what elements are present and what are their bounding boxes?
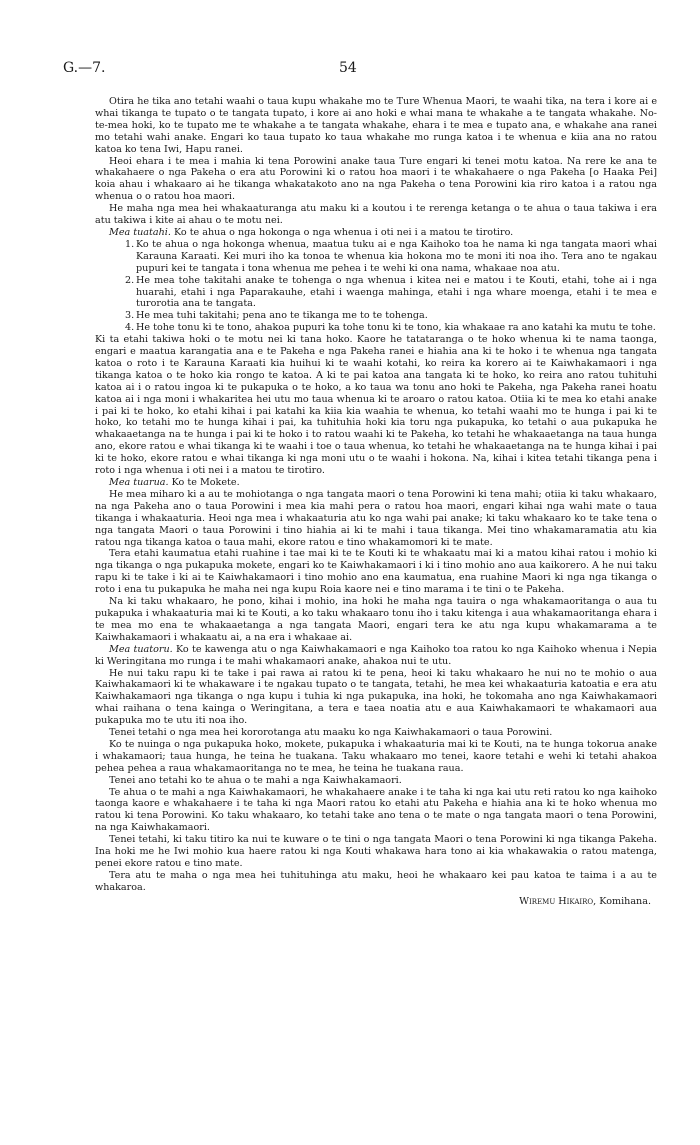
list-text: He mea tohe takitahi anake te tohenga o nga whenua i kitea nei e matou i te Kouti, etahi, tohe ai i nga huarahi, etahi i nga Paparakauhe, etahi i waenga mahinga, etahi i nga whare moenga, etahi i te mea e turorotia ana te tangata. xyxy=(136,274,657,310)
list-text: He mea tuhi takitahi; pena ano te tikanga me to te tohenga. xyxy=(136,310,428,322)
signatory-role: Komihana. xyxy=(599,895,651,907)
section-intro: Ko te ahua o nga hokonga o nga whenua i oti nei i a matou te tirotiro. xyxy=(173,226,514,238)
paragraph: Heoi ehara i te mea i mahia ki tena Porowini anake taua Ture engari ki tenei motu katoa. Na rere ke ana te whakahaere o nga Pakeha o era atu Porowini ki o ratou hoa maori i te whakahaere o nga Pakeha [o Haaka Pei] koia ahau i whakaaro ai he tikanga whakatakoto ano na nga Pakeha o tena Porowini kia riro katoa i a ratou nga whenua o o ratou hoa maori. xyxy=(95,155,657,203)
section-intro: Ko te Mokete. xyxy=(171,477,240,488)
list-item xyxy=(125,322,657,334)
section-heading xyxy=(95,227,657,239)
paragraph: Ko te nuinga o nga pukapuka hoko, mokete, pukapuka i whakaaturia mai ki te Kouti, na te hunga tokorua anake i whakamaori; taua hunga, he teina he tuakana. Taku whakaaro mo tenei, kaore tetahi e wehi ki tetahi ahakoa pehea pehea a raua whakamaoritanga no te mea, he teina he tuakana raua. xyxy=(95,738,657,774)
signatory-name: Wiremu Hikairo, xyxy=(519,895,597,907)
paragraph: He maha nga mea hei whakaaturanga atu maku ki a koutou i te rerenga ketanga o te ahua o taua takiwa i era atu takiwa i kite ai ahau o te motu nei. xyxy=(95,203,657,227)
document-body xyxy=(95,96,657,908)
paragraph: Tenei ano tetahi ko te ahua o te mahi a nga Kaiwhakamaori. xyxy=(109,774,402,786)
report-reference: G.—7. xyxy=(63,60,106,76)
section-intro: Ko te kawenga atu o nga Kaiwhakamaori e nga Kaihoko toa ratou ko nga Kaihoko whenua i Nepia ki Weringitana mo runga i te mahi whakamaori anake, ahakoa nui te utu. xyxy=(95,643,657,667)
paragraph: Tera etahi kaumatua etahi ruahine i tae mai ki te te Kouti ki te whakaatu mai ki a matou kihai ratou i mohio ki nga tikanga o nga pukapuka mokete, engari ko te Kaiwhakamaori i ki i tino mohio ano aua kaikorero. A he nui taku rapu ki te take i ki ai te Kaiwhakamaori i tino mohio ano ena kaumatua, ena ruahine Maori ki nga nga tikanga o roto i ena tu pukapuka he maha nei nga kupu Roia kaore nei e tino marama i te tini o te Pakeha. xyxy=(95,548,657,596)
numbered-list xyxy=(125,239,657,334)
list-item xyxy=(125,310,657,322)
section-heading xyxy=(95,644,657,668)
section-label: Mea tuatoru. xyxy=(109,643,173,655)
list-item xyxy=(125,239,657,275)
paragraph: He nui taku rapu ki te take i pai rawa ai ratou ki te pena, heoi ki taku whakaaro he nui no te mohio o aua Kaiwhakamaori ki te whakaware i te ngakau tupato o te tangata, tetahi, he mea kei whakaaturia katoatia e era atu Kaiwhakamaori nga tikanga o nga kupu i tuhia ki nga pukapuka, ina hoki, he tokomaha ano nga Kaiwhakamaori whai raihana o tena kainga o Weringitana, a tera e taea noatia atu e aua Kaiwhakamaori te whakamaori aua pukapuka mo te utu iti noa iho. xyxy=(95,667,657,727)
section-heading xyxy=(95,477,657,489)
paragraph: He mea miharo ki a au te mohiotanga o nga tangata maori o tena Porowini ki tena mahi; otiia ki taku whakaaro, na nga Pakeha ano o taua Porowini i mea kia mahi pera o ratou hoa maori, engari kihai nga wahi mate o taua tikanga i whakaaturia. Heoi nga mea i whakaaturia atu ko nga wahi pai anake; ki taku whakaaro ko te take tena o nga tangata Maori o taua Porowini i tino hiahia ai ki te mahi i taua tikanga. Mei tino whakamaramatia atu kia ratou nga tikanga katoa o taua mahi, ekore ratou e tino whakamomori ki te mate. xyxy=(95,488,657,548)
list-number: 3. xyxy=(125,310,135,322)
paragraph: Otira he tika ano tetahi waahi o taua kupu whakahe mo te Ture Whenua Maori, te waahi tika, na tera i kore ai e whai tikanga te tupato o te tangata tupato, i kore ai ano hoki e whai mana te whakahe a te tangata whakahe. No-te-mea hoki, ko te tupato me te whakahe a te tangata whakahe, ehara i te mea e tupato ana, e whakahe ana ranei mo tetahi wahi anake. Engari ko taua tupato ko taua whakahe mo runga katoa i te whenua e kiia ana no ratou katoa ko tena Iwi, Hapu ranei. xyxy=(95,96,657,155)
paragraph: Te ahua o te mahi a nga Kaiwhakamaori, he whakahaere anake i te taha ki nga kai utu reti ratou ko nga kaihoko taonga kaore e whakahaere i te taha ki nga Maori ratou ko etahi atu Pakeha e hiahia ana ki te hoko whenua mo ratou ki tena Porowini. Ko taku whakaaro, ko tetahi take ano tena o te mate o nga tangata maori o tena Porowini, na nga Kaiwhakamaori. xyxy=(95,786,657,834)
signature-block xyxy=(95,896,657,908)
list-text: Ko te ahua o nga hokonga whenua, maatua tuku ai e nga Kaihoko toa he nama ki nga tangata maori whai Karauna Karaati. Kei muri iho ka tonoa te whenua kia hokona mo te moni iti noa iho. Tera ano te ngakau pupuri kei te tangata i tona whenua me pehea i te wehi ki ona nama, whakaae noa atu. xyxy=(136,238,657,274)
paragraph: Tenei tetahi, ki taku titiro ka nui te kuware o te tini o nga tangata Maori o tena Porowini ki nga tikanga Pakeha. Ina hoki me he Iwi mohio kua haere ratou ki nga Kouti whakawa hara tono ai kia whakawakia o ratou matenga, penei ekore ratou e tino mate. xyxy=(95,834,657,869)
list-text: He tohe tonu ki te tono, ahakoa pupuri ka tohe tonu ki te tono, kia whakaae ra ano katahi ka mutu te tohe. xyxy=(136,322,656,334)
paragraph: Tenei tetahi o nga mea hei kororotanga atu maaku ko nga Kaiwhakamaori o taua Porowini. xyxy=(109,727,553,739)
list-item xyxy=(125,275,657,311)
section-label: Mea tuatahi. xyxy=(109,226,171,238)
list-number: 2. xyxy=(125,274,135,286)
paragraph: Tera atu te maha o nga mea hei tuhituhinga atu maku, heoi he whakaaro kei pau katoa te taima i a au te whakaroa. xyxy=(95,869,657,893)
list-number: 4. xyxy=(125,322,135,334)
page-number: 54 xyxy=(339,60,357,76)
section-label: Mea tuarua. xyxy=(109,477,169,488)
paragraph: Na ki taku whakaaro, he pono, kihai i mohio, ina hoki he maha nga tauira o nga whakamaoritanga o aua tu pukapuka i whakaaturia mai ki te Kouti, a ko taku whakaaro tonu iho i taku kitenga i aua whakamaoritanga ehara i te mea mo ena te whakaaetanga a nga tangata Maori, engari tera ke atu nga kupu whakamarama a te Kaiwhakamaori i whakaatu ai, a na era i whakaae ai. xyxy=(95,596,657,643)
paragraph: Ki ta etahi takiwa hoki o te motu nei ki tana hoko. Kaore he tatataranga o te hoko whenua ki te nama taonga, engari e maatua karangatia ana e te Pakeha e nga Pakeha ranei e hiahia ana ki te hoko i te whenua nga tangata katoa o roto i te Karauna Karaati kia huihui ki te waahi kotahi, ko reira ka korero ai te Kaiwhakamaori i nga tikanga katoa o te hoko kia rongo te katoa. A ki te pai katoa ana tangata ki te hoko, ko reira ano ratou tuhituhi katoa ai i o ratou ingoa ki te pukapuka o te hoko, a ko taua wa tonu ano hoki te Pakeha, nga Pakeha ranei hoatu katoa ai i nga moni i whakaritea hei utu mo taua whenua ki te aroaro o ratou katoa. Otiia ki te mea ko etahi anake i pai ki te hoko, ko etahi kihai i pai katahi ka kiia kia waahia te whenua, ko tetahi waahi mo te hunga i pai ki te hoko, ko tetahi mo te hunga kihai i pai, ka tuhituhia hoki kia toru nga pukapuka, ko tetahi o aua pukapuka he whakaaetanga na te hunga i pai ki te hoko i to ratou waahi ki te Pakeha, ko tetahi he whakaaetanga na taua hunga ano, ekore ratou e whai tikanga ki te waahi i toe o taua whenua, ko tetahi he whakaaetanga na te hunga kihai i pai ki te hoko, ekore ratou e whai tikanga ki nga moni utu o te waahi i hokona. Na, kihai i kitea tetahi tikanga pena i roto i nga whenua i oti nei i a matou te tirotiro. xyxy=(95,334,657,477)
list-number: 1. xyxy=(125,238,135,250)
